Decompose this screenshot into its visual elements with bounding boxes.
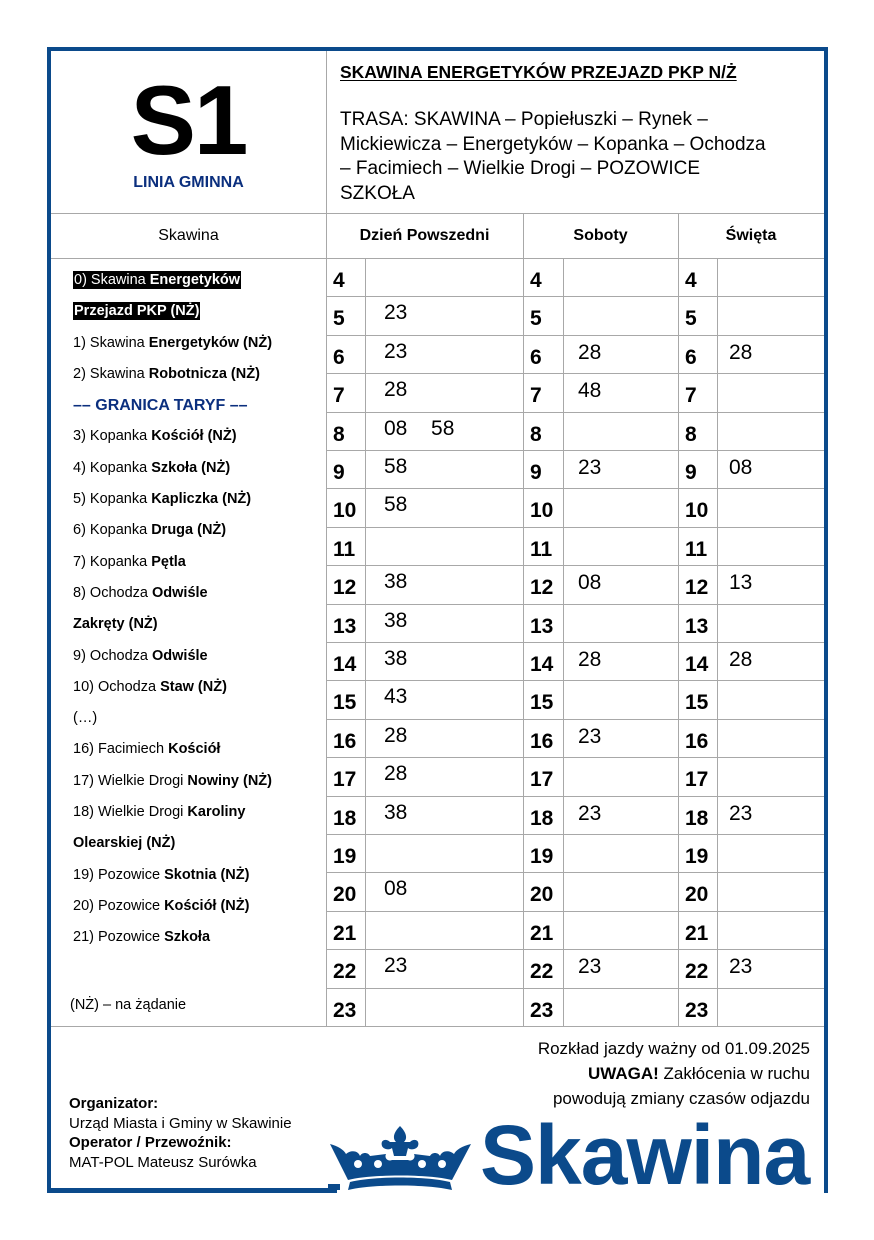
minutes-cell: 08 58: [384, 416, 455, 440]
stop-name: Karoliny: [187, 804, 246, 821]
hour-cell: 5: [685, 307, 697, 331]
minutes-cell: 08: [384, 877, 408, 901]
minutes-cell: 38: [384, 570, 408, 594]
minutes-cell: 23: [384, 339, 408, 363]
minutes-cell: 08: [578, 571, 602, 595]
hour-cell: 21: [333, 921, 357, 945]
hour-cell: 23: [530, 998, 554, 1022]
minutes-cell: 28: [578, 648, 602, 671]
stop-name: Pętla: [151, 553, 186, 570]
stop-name: Olearskiej (NŻ): [73, 835, 176, 852]
hour-cell: 10: [333, 499, 357, 523]
on-request-legend: (NŻ) – na żądanie: [70, 997, 187, 1013]
hour-cell: 18: [333, 806, 357, 830]
hour-cell: 16: [333, 729, 357, 753]
row-divider: [326, 680, 824, 681]
hour-cell: 18: [685, 806, 709, 830]
minutes-cell: 13: [729, 571, 753, 595]
hour-cell: 12: [530, 576, 554, 600]
hour-cell: 12: [333, 576, 357, 600]
minutes-cell: 23: [384, 301, 408, 325]
row-divider: [326, 872, 824, 873]
hour-cell: 15: [685, 691, 709, 715]
warning-label: UWAGA!: [587, 1064, 659, 1083]
hour-cell: 22: [530, 960, 554, 984]
minutes-cell: 23: [578, 801, 602, 825]
hour-cell: 13: [530, 614, 554, 638]
stop-item: [73, 766, 323, 797]
stop-item: [73, 609, 323, 640]
holiday-header: Święta: [725, 226, 777, 244]
stop-item: [73, 797, 323, 828]
hour-cell: 7: [530, 384, 542, 408]
minutes-cell: 28: [384, 378, 408, 402]
hour-cell: 17: [530, 768, 554, 792]
minutes-cell: 58: [384, 455, 408, 478]
minutes-cell: 38: [384, 647, 408, 670]
stop-name: Kościół (NŻ): [164, 897, 250, 914]
hour-cell: 19: [530, 845, 554, 868]
row-divider: [326, 719, 824, 720]
hour-cell: 19: [685, 845, 709, 868]
hour-cell: 22: [685, 960, 709, 984]
route-description: TRASA: SKAWINA – Popiełuszki – Rynek – Mickiewicza – Energetyków – Kopanka – Ochodza – Facimiech – Wielkie Drogi – POZOWICE SZKOŁA: [340, 109, 766, 204]
hour-cell: 19: [333, 845, 357, 868]
hour-cell: 11: [685, 537, 708, 561]
stop-title: SKAWINA ENERGETYKÓW PRZEJAZD PKP N/Ż: [340, 62, 737, 82]
stop-list: [73, 265, 323, 954]
hour-cell: 15: [333, 691, 357, 715]
warning-line: [538, 1061, 810, 1086]
stop-prefix: 19) Pozowice: [73, 866, 165, 883]
minutes-cell: 28: [384, 723, 408, 747]
row-divider: [326, 412, 824, 413]
stop-prefix: 1) Skawina: [73, 334, 149, 351]
hour-cell: 5: [333, 307, 345, 331]
hour-cell: 7: [685, 384, 697, 408]
stop-prefix: 5) Kopanka: [73, 491, 152, 508]
stop-item: [73, 734, 323, 765]
hour-cell: 9: [685, 461, 697, 484]
hour-cell: 7: [333, 384, 345, 408]
stop-prefix: 20) Pozowice: [73, 897, 165, 914]
stop-name: Nowiny (NŻ): [187, 772, 272, 789]
hour-cell: 14: [530, 653, 554, 676]
minutes-cell: 28: [729, 648, 753, 671]
stop-prefix: 21) Pozowice: [73, 929, 165, 946]
stop-name: Energetyków: [149, 272, 241, 288]
hour-cell: 8: [530, 422, 542, 446]
hour-cell: 14: [333, 653, 357, 676]
stop-item: [73, 265, 323, 296]
stop-name: Energetyków (NŻ): [148, 334, 273, 351]
row-divider: [326, 834, 824, 835]
stop-prefix: (…): [73, 710, 98, 727]
stop-name: Zakręty (NŻ): [73, 616, 158, 633]
hour-cell: 8: [685, 422, 697, 446]
stop-name: Druga (NŻ): [151, 522, 227, 539]
hour-cell: 23: [685, 998, 709, 1022]
organizer-name: Urząd Miasta i Gminy w Skawinie: [69, 1114, 292, 1132]
minutes-cell: 23: [729, 955, 753, 979]
row-divider: [326, 527, 824, 528]
stop-name: Przejazd PKP (NŻ): [74, 303, 200, 320]
minutes-cell: 28: [578, 340, 602, 364]
organizer-label: Organizator:: [69, 1095, 159, 1112]
hour-cell: 6: [333, 345, 345, 369]
stop-item: [73, 860, 323, 891]
stop-prefix: 10) Ochodza: [73, 678, 161, 695]
frame-bottom-border: [47, 1188, 337, 1193]
hour-cell: 23: [333, 998, 357, 1022]
hour-cell: 9: [530, 461, 542, 484]
stop-name: Kapliczka (NŻ): [151, 491, 252, 508]
minutes-cell: 23: [384, 954, 408, 978]
warning-text: Zakłócenia w ruchu: [658, 1064, 810, 1083]
validity-date: Rozkład jazdy ważny od 01.09.2025: [537, 1039, 810, 1058]
stop-prefix: 6) Kopanka: [73, 522, 152, 539]
stop-name: Staw (NŻ): [160, 678, 227, 695]
direction-header: Skawina: [158, 226, 219, 244]
row-divider: [326, 565, 824, 566]
row-divider: [326, 488, 824, 489]
hour-cell: 22: [333, 960, 357, 984]
row-divider: [326, 296, 824, 297]
saturday-header: Soboty: [573, 226, 628, 244]
organizer-block: [69, 1094, 292, 1172]
minutes-cell: 43: [384, 685, 408, 709]
line-number: S1: [130, 65, 247, 175]
hour-cell: 14: [685, 653, 709, 676]
stop-prefix: 7) Kopanka: [73, 553, 152, 570]
hour-cell: 5: [530, 307, 542, 331]
hour-cell: 21: [685, 921, 709, 945]
minutes-cell: 23: [578, 955, 602, 979]
stop-name: Kościół: [168, 741, 221, 758]
minutes-cell: 23: [578, 456, 602, 479]
stop-prefix: 4) Kopanka: [73, 459, 152, 476]
hour-cell: 4: [685, 269, 697, 292]
hour-cell: 4: [333, 269, 345, 292]
line-type-label: LINIA GMINNA: [133, 174, 244, 191]
row-divider: [326, 949, 824, 950]
stop-item: [73, 578, 323, 609]
skawina-logo: [328, 1108, 828, 1202]
stop-prefix: 8) Ochodza: [73, 584, 152, 601]
row-divider: [326, 911, 824, 912]
crown-icon: [328, 1124, 473, 1194]
stop-name: Szkoła (NŻ): [151, 459, 231, 476]
row-divider: [326, 373, 824, 374]
hour-cell: 20: [685, 883, 709, 907]
stop-item: [73, 296, 323, 327]
minutes-cell: 08: [729, 456, 753, 479]
stop-name: Robotnicza (NŻ): [148, 365, 260, 382]
stop-name: Kościół (NŻ): [151, 428, 237, 445]
stop-prefix: 9) Ochodza: [73, 647, 152, 664]
hour-cell: 13: [333, 614, 357, 638]
logo-wordmark: Skawina: [480, 1108, 810, 1202]
stop-item: [73, 641, 323, 672]
tariff-boundary: –– GRANICA TARYF ––: [73, 397, 248, 415]
hour-cell: 21: [530, 921, 554, 945]
stop-item: [73, 891, 323, 922]
divider: [326, 51, 327, 1026]
operator-name: MAT-POL Mateusz Surówka: [69, 1153, 257, 1171]
hour-cell: 11: [333, 537, 356, 561]
stop-name: Odwiśle: [152, 647, 208, 664]
divider: [51, 258, 824, 259]
row-divider: [326, 335, 824, 336]
stop-prefix: 16) Facimiech: [73, 741, 169, 758]
hour-cell: 6: [530, 345, 542, 369]
hour-cell: 20: [333, 883, 357, 907]
stop-prefix: 2) Skawina: [73, 365, 149, 382]
minutes-cell: 48: [578, 379, 602, 403]
stop-item: [73, 359, 323, 390]
row-divider: [326, 757, 824, 758]
hour-cell: 12: [685, 576, 709, 600]
stop-item: [73, 828, 323, 859]
hour-cell: 15: [530, 691, 554, 715]
stop-item: [73, 922, 323, 953]
stop-prefix: 0) Skawina: [74, 272, 150, 288]
hour-cell: 17: [685, 768, 709, 792]
hour-cell: 4: [530, 269, 542, 292]
minutes-cell: 23: [578, 724, 602, 748]
stop-prefix: 3) Kopanka: [73, 428, 152, 445]
hour-cell: 17: [333, 768, 357, 792]
operator-label: Operator / Przewoźnik:: [69, 1134, 232, 1151]
stop-name: Odwiśle: [152, 584, 208, 601]
stop-prefix: 18) Wielkie Drogi: [73, 804, 188, 821]
weekday-header: Dzień Powszedni: [359, 226, 490, 244]
stop-item: [73, 515, 323, 546]
hour-cell: 11: [530, 537, 553, 561]
stop-item: [73, 547, 323, 578]
minutes-cell: 28: [384, 762, 408, 786]
minutes-cell: 58: [384, 493, 408, 517]
hour-cell: 10: [685, 499, 709, 523]
stop-item: [73, 484, 323, 515]
minutes-cell: 38: [384, 608, 408, 632]
hour-cell: 10: [530, 499, 554, 523]
warning-text-2: powodują zmiany czasów odjazdu: [552, 1089, 810, 1108]
hour-cell: 9: [333, 461, 345, 484]
stop-item: [73, 328, 323, 359]
row-divider: [326, 988, 824, 989]
hour-cell: 8: [333, 422, 345, 446]
stop-prefix: 17) Wielkie Drogi: [73, 772, 188, 789]
validity-notice: [538, 1036, 810, 1111]
divider: [51, 1026, 824, 1027]
hour-cell: 13: [685, 614, 709, 638]
row-divider: [326, 642, 824, 643]
stop-name: Skotnia (NŻ): [164, 866, 250, 883]
row-divider: [326, 450, 824, 451]
row-divider: [326, 796, 824, 797]
stop-item: [73, 453, 323, 484]
minutes-cell: 38: [384, 800, 408, 824]
stop-name: Szkoła: [164, 929, 211, 946]
minutes-cell: 28: [729, 340, 753, 364]
hour-cell: 18: [530, 806, 554, 830]
hour-cell: 16: [530, 729, 554, 753]
stop-item: [73, 672, 323, 703]
hour-cell: 16: [685, 729, 709, 753]
hour-cell: 6: [685, 345, 697, 369]
hour-cell: 20: [530, 883, 554, 907]
stop-item: [73, 421, 323, 452]
minutes-cell: 23: [729, 801, 753, 825]
stop-item: [73, 703, 323, 734]
row-divider: [326, 604, 824, 605]
